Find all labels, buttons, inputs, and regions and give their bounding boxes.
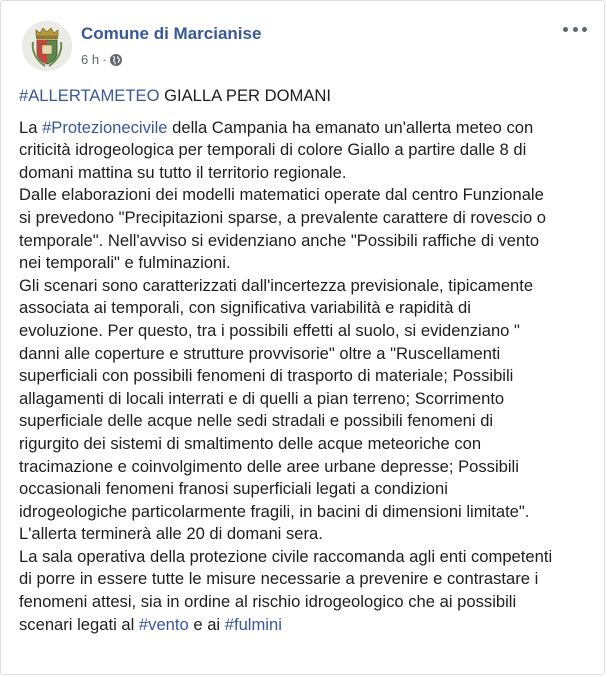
post-text-line — [19, 207, 595, 230]
hashtag-link[interactable]: #Protezionecivile — [42, 117, 168, 137]
text-segment: si prevedono "Precipitazioni sparse, a prevalente carattere di rovescio o — [19, 207, 547, 227]
text-segment: della Campania ha emanato un'allerta meteo con — [167, 117, 534, 137]
post-text-line — [19, 591, 595, 614]
text-segment: L'allerta terminerà alle 20 di domani sera. — [19, 524, 323, 544]
page-avatar[interactable] — [22, 21, 72, 71]
post-text-line — [19, 184, 595, 207]
text-segment: scenari legati al — [19, 614, 139, 634]
post-text-line — [19, 433, 595, 456]
post-text-line — [19, 252, 595, 275]
post-text — [19, 85, 595, 636]
post-text-line — [19, 297, 595, 320]
post-text-line — [19, 410, 595, 433]
text-segment: tracimazione e coinvolgimento delle aree urbane depresse; Possibili — [19, 456, 519, 476]
post-text-line — [19, 546, 595, 569]
page-name-link[interactable]: Comune di Marcianise — [81, 24, 262, 43]
post-text-line — [19, 275, 595, 298]
post-text-line — [19, 478, 595, 501]
globe-icon[interactable] — [109, 53, 123, 67]
post-text-line — [19, 162, 595, 185]
text-segment: temporale". Nell'avviso si evidenziano anche "Possibili raffiche di vento — [19, 230, 540, 250]
post-text-line — [19, 117, 595, 140]
post-text-line — [19, 365, 595, 388]
headline-text: GIALLA PER DOMANI — [159, 86, 332, 105]
text-segment: Gli scenari sono caratterizzati dall'incertezza previsionale, tipicamente — [19, 275, 534, 295]
hashtag-link[interactable]: #vento — [138, 614, 189, 634]
post-body — [19, 117, 595, 637]
text-segment: evoluzione. Per questo, tra i possibili effetti al suolo, si evidenziano " — [19, 320, 520, 340]
text-segment: associata ai temporali, con significativa variabilità e rapidità di — [19, 298, 471, 318]
text-segment: danni alle coperture e strutture provvisorie" oltre a "Ruscellamenti — [19, 343, 501, 363]
text-segment: idrogeologiche particolarmente fragili, in bacini di dimensioni limitate". — [19, 501, 530, 521]
text-segment: superficiale delle acque nelle sedi stradali e possibili fenomeni di — [19, 411, 494, 431]
text-segment: superficiali con possibili fenomeni di trasporto di materiale; Possibili — [19, 366, 514, 386]
hashtag-link[interactable]: #fulmini — [224, 614, 282, 634]
text-segment: occasionali fenomeni franosi superficiali legati a condizioni — [19, 479, 448, 499]
post-text-line — [19, 614, 595, 637]
text-segment: domani mattina su tutto il territorio regionale. — [19, 162, 347, 182]
post-text-line — [19, 230, 595, 253]
post-text-line — [19, 320, 595, 343]
text-segment: La sala operativa della protezione civile raccomanda agli enti competenti — [19, 546, 553, 566]
post-text-line — [19, 388, 595, 411]
text-segment: allagamenti di locali interrati e di quelli a pian terreno; Scorrimento — [19, 388, 505, 408]
text-segment: e ai — [188, 614, 225, 634]
text-segment: rigurgito dei sistemi di smaltimento delle acque meteoriche con — [19, 433, 482, 453]
post-text-line — [19, 523, 595, 546]
post-text-line — [19, 568, 595, 591]
post-text-line — [19, 139, 595, 162]
post-text-line — [19, 343, 595, 366]
municipal-crest-icon — [23, 22, 71, 70]
post-text-line — [19, 456, 595, 479]
hashtag-link[interactable]: #ALLERTAMETEO — [19, 86, 160, 105]
post-headline — [19, 85, 595, 108]
text-segment: di porre in essere tutte le misure necessarie a prevenire e contrastare i — [19, 569, 539, 589]
meta-separator: · — [102, 52, 107, 67]
text-segment: Dalle elaborazioni dei modelli matematici operate dal centro Funzionale — [19, 185, 544, 205]
more-options-icon[interactable] — [563, 21, 587, 37]
text-segment: La — [19, 117, 43, 137]
post-text-line — [19, 501, 595, 524]
text-segment: criticità idrogeologica per temporali di colore Giallo a partire dalle 8 di — [19, 140, 527, 160]
text-segment: nei temporali" e fulminazioni. — [19, 253, 231, 273]
post-timestamp[interactable]: 6 h — [81, 52, 100, 67]
text-segment: fenomeni attesi, sia in ordine al rischio idrogeologico che ai possibili — [19, 592, 517, 612]
post-meta — [81, 52, 123, 67]
